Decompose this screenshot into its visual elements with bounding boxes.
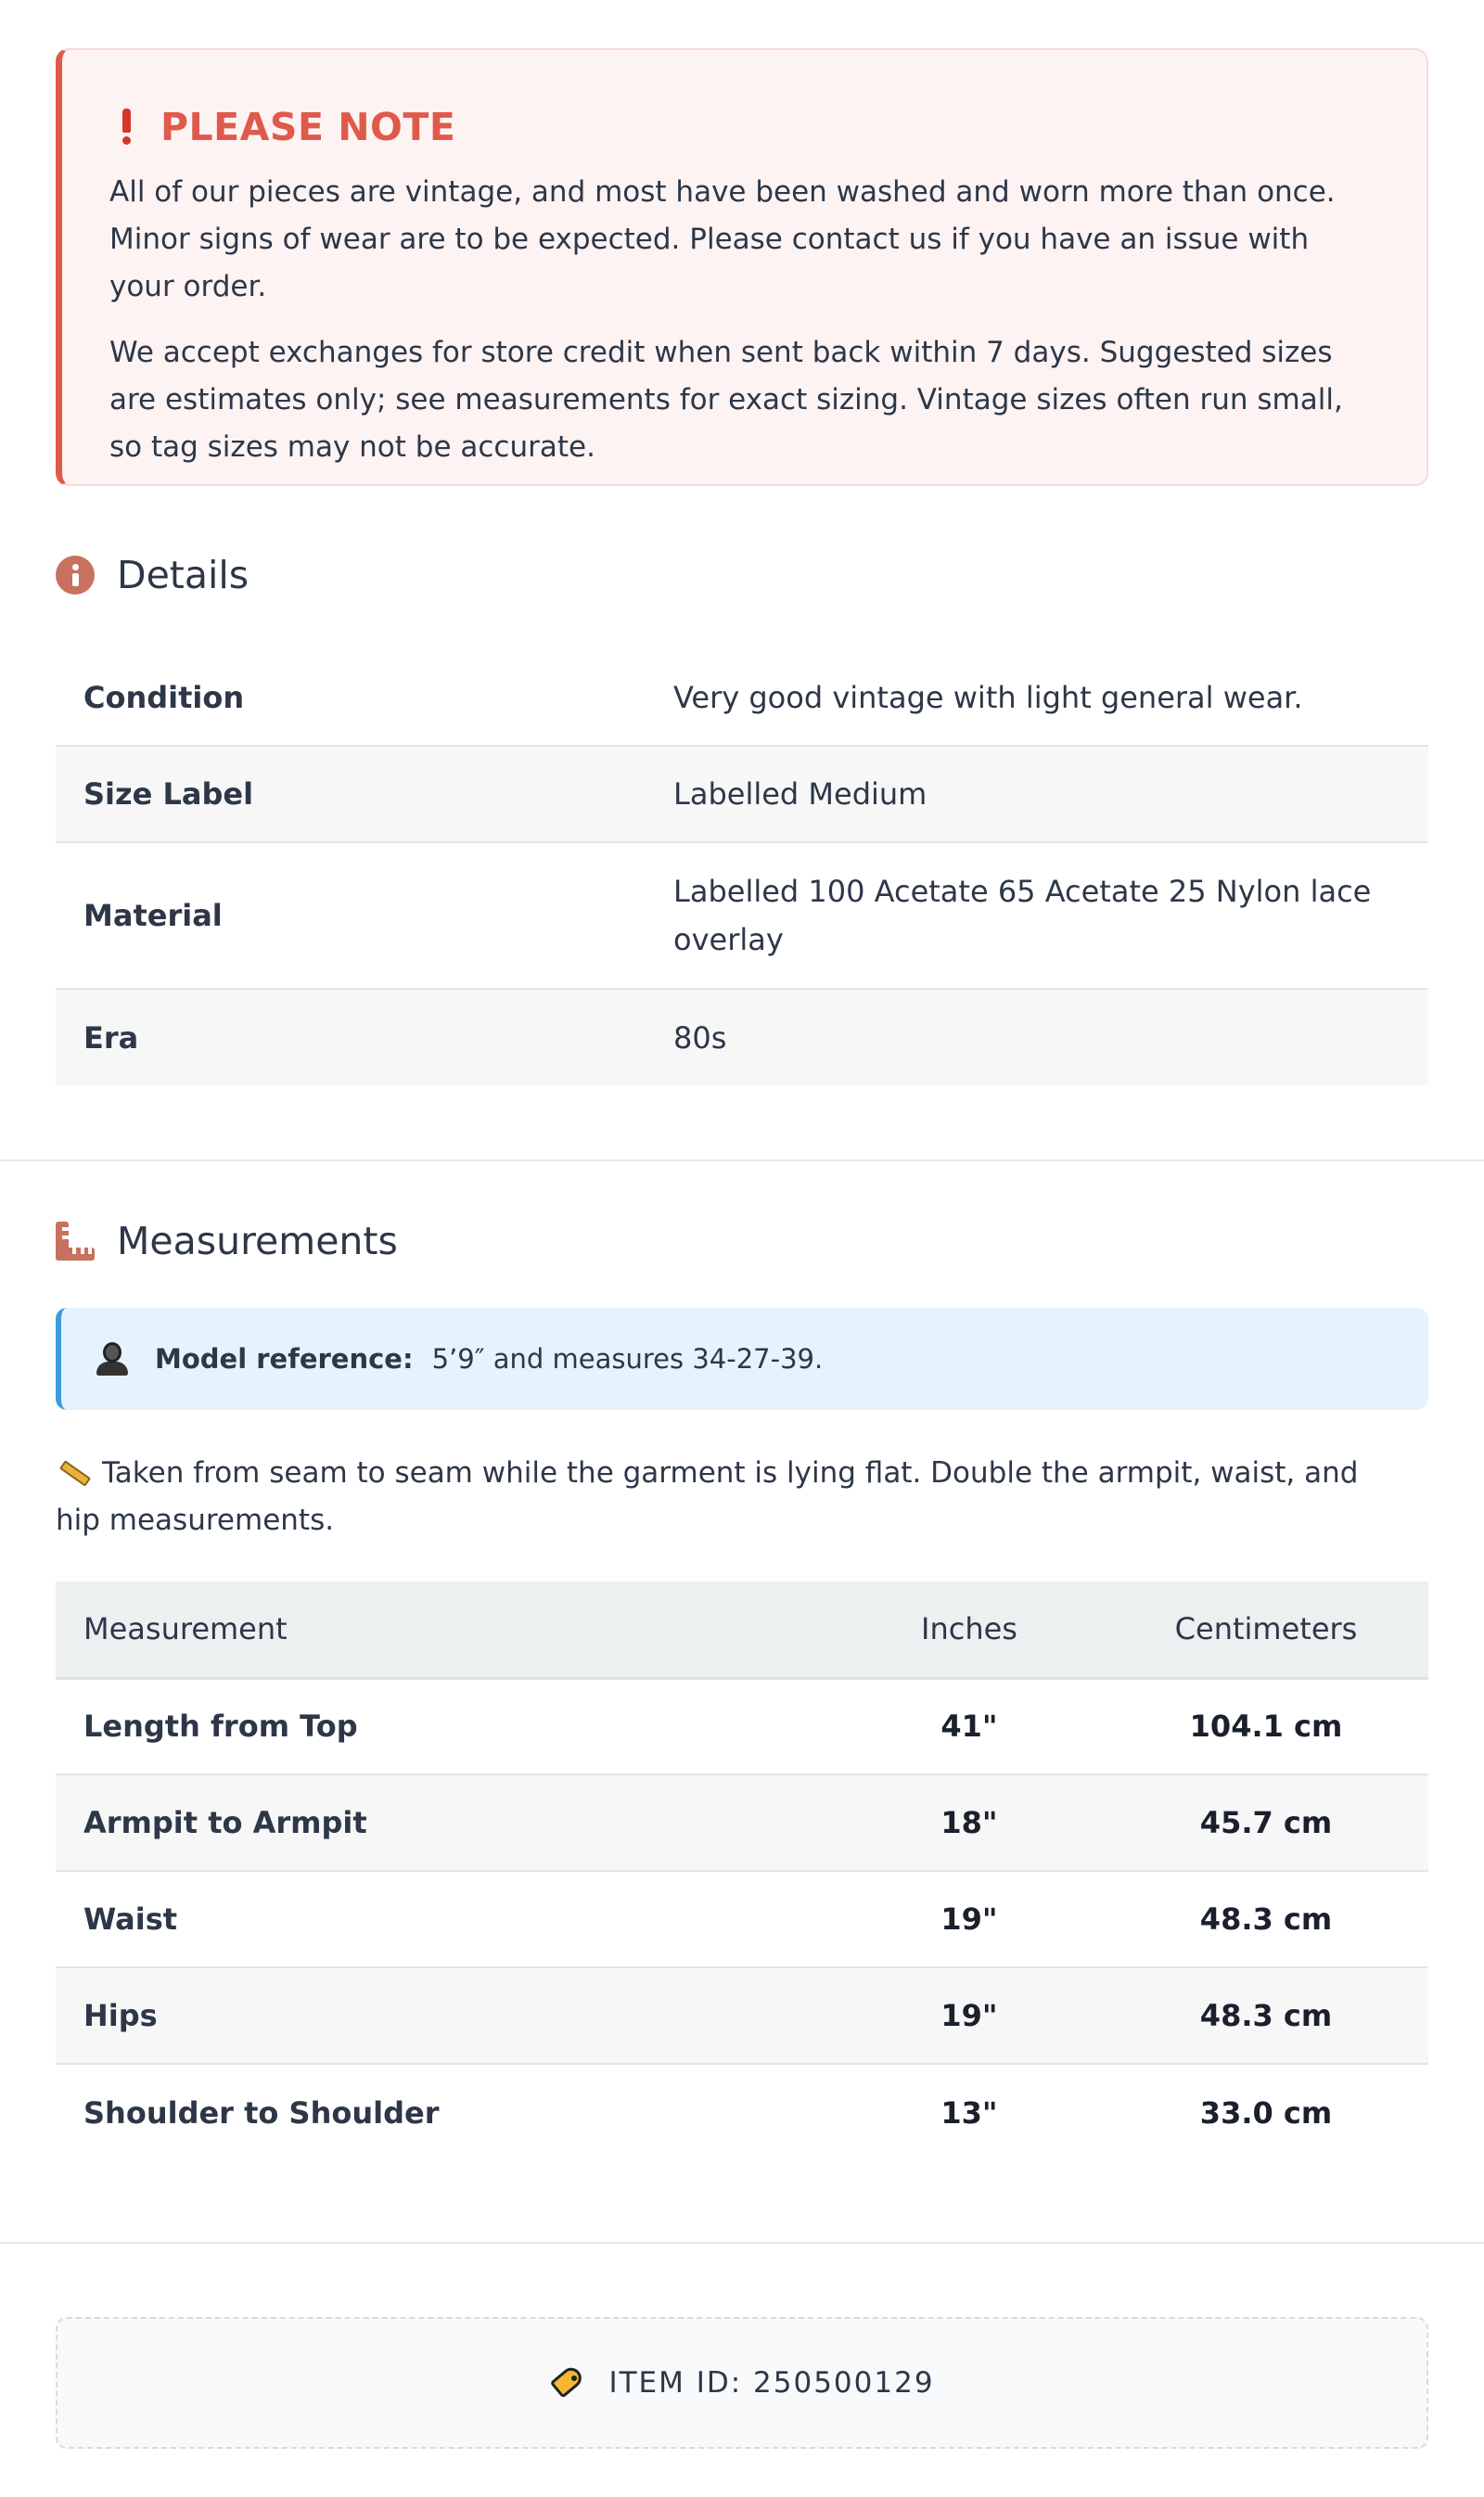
measurement-inches: 19" xyxy=(940,1998,998,2033)
table-header-row xyxy=(56,1581,1428,1678)
notice-paragraph: All of our pieces are vintage, and most have been washed and worn more than once. Minor signs of wear are to be expected. Please contact us if you have an issue with your order. xyxy=(109,175,1336,303)
measurement-inches: 41" xyxy=(940,1709,998,1745)
model-reference-label: Model reference: xyxy=(155,1343,414,1375)
details-value: Labelled Medium xyxy=(673,776,928,812)
item-id-label: ITEM ID: 250500129 xyxy=(608,2366,935,2400)
details-row xyxy=(56,989,1428,1085)
details-label: Era xyxy=(83,1019,139,1056)
details-table xyxy=(56,649,1428,1085)
measurement-cm: 104.1 cm xyxy=(1189,1709,1343,1745)
notice-paragraph: We accept exchanges for store credit when sent back within 7 days. Suggested sizes are estimates only; see measurements for exact sizing. Vintage sizes often run small, so tag sizes may not be accurate. xyxy=(109,336,1343,464)
column-header-inches: Inches xyxy=(921,1611,1017,1647)
section-divider xyxy=(0,2242,1484,2244)
table-row xyxy=(56,1967,1428,2064)
details-value: Very good vintage with light general wear. xyxy=(673,679,1303,715)
measurements-header xyxy=(56,1219,398,1263)
measurement-name: Shoulder to Shoulder xyxy=(83,2094,440,2131)
measurement-inches: 18" xyxy=(940,1805,998,1840)
tag-icon xyxy=(549,2366,588,2400)
details-row xyxy=(56,649,1428,746)
measurement-note xyxy=(56,1450,1373,1544)
measurement-cm: 48.3 cm xyxy=(1199,1902,1333,1937)
model-reference-box xyxy=(56,1308,1428,1410)
table-row xyxy=(56,1678,1428,1774)
column-header-measurement: Measurement xyxy=(83,1611,288,1647)
measurement-cm: 48.3 cm xyxy=(1199,1998,1333,2033)
details-value: Labelled 100 Acetate 65 Acetate 25 Nylon lace overlay xyxy=(673,874,1372,957)
table-row xyxy=(56,2064,1428,2160)
details-label: Material xyxy=(83,898,223,933)
table-row xyxy=(56,1871,1428,1967)
details-value: 80s xyxy=(673,1019,727,1056)
notice-header xyxy=(109,104,1380,150)
details-header xyxy=(56,553,249,597)
measurement-name: Waist xyxy=(83,1902,178,1937)
measurement-name: Armpit to Armpit xyxy=(83,1805,367,1840)
details-label: Size Label xyxy=(83,776,254,812)
measurements-table xyxy=(56,1581,1428,2160)
info-icon xyxy=(56,556,95,595)
table-row xyxy=(56,1774,1428,1871)
details-label: Condition xyxy=(83,679,245,715)
ruler-icon xyxy=(56,1222,95,1261)
details-row xyxy=(56,746,1428,842)
details-row xyxy=(56,842,1428,989)
measurement-name: Hips xyxy=(83,1998,158,2033)
measurement-cm: 45.7 cm xyxy=(1199,1805,1333,1840)
measurement-note-text: Taken from seam to seam while the garment is lying flat. Double the armpit, waist, and hip measurements. xyxy=(56,1456,1359,1537)
person-icon xyxy=(96,1342,127,1376)
measurement-cm: 33.0 cm xyxy=(1199,2094,1333,2131)
measurement-name: Length from Top xyxy=(83,1709,358,1745)
details-title: Details xyxy=(117,553,249,597)
model-reference-text: 5’9″ and measures 34-27-39. xyxy=(431,1343,824,1375)
measurement-inches: 19" xyxy=(940,1902,998,1937)
column-header-centimeters: Centimeters xyxy=(1174,1611,1358,1647)
please-note-box xyxy=(56,48,1428,486)
section-divider xyxy=(0,1159,1484,1161)
notice-title: PLEASE NOTE xyxy=(160,105,456,149)
exclamation-icon xyxy=(120,109,133,146)
item-id-box xyxy=(56,2317,1428,2449)
measurement-inches: 13" xyxy=(940,2094,998,2131)
measurements-title: Measurements xyxy=(117,1219,398,1263)
ruler-pencil-icon xyxy=(56,1458,91,1486)
